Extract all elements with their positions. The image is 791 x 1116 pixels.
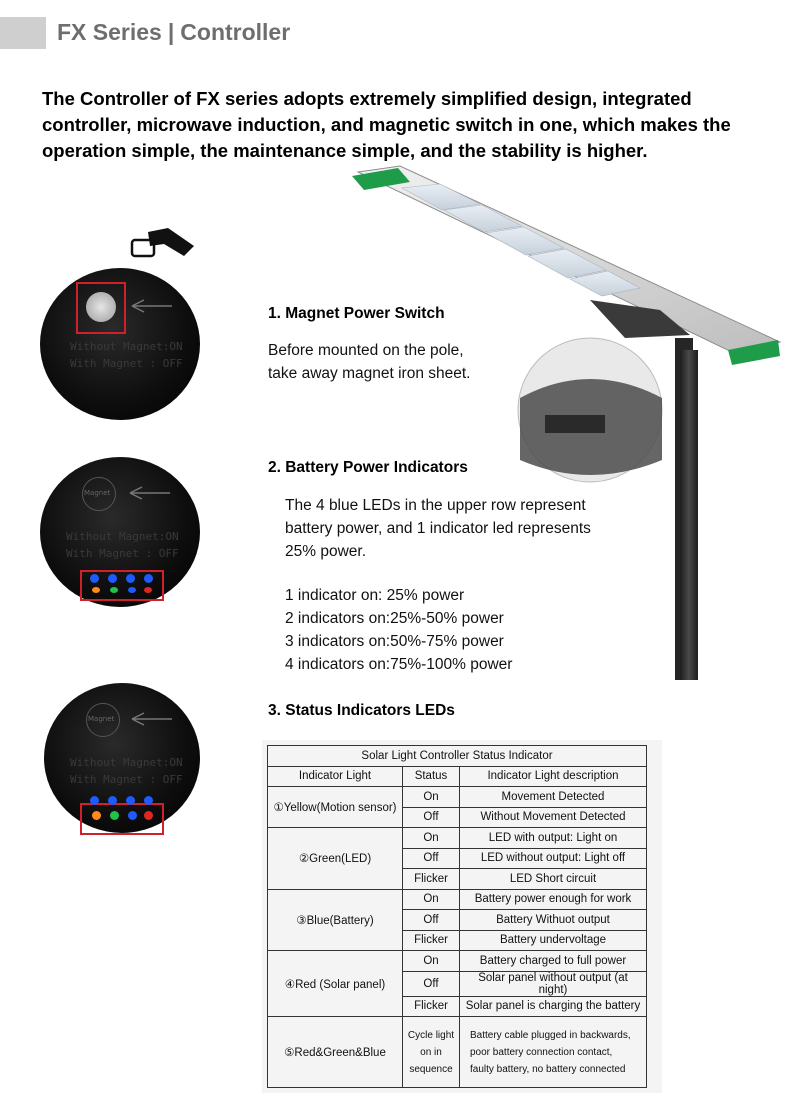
page-title: [57, 19, 290, 46]
status-cell: Flicker: [403, 996, 460, 1017]
description-line: faulty battery, no battery connected: [470, 1063, 626, 1075]
text-line: 25% power.: [285, 543, 366, 560]
battery-level-item: 3 indicators on:50%-75% power: [285, 633, 504, 650]
indicator-name-cell: ④Red (Solar panel): [268, 951, 403, 1017]
magnet-emblem: [82, 477, 116, 511]
status-cell: On: [403, 828, 460, 849]
status-table-frame: [262, 740, 662, 1093]
description-cell: Without Movement Detected: [460, 807, 647, 828]
description-cell: Solar panel is charging the battery: [460, 996, 647, 1017]
disc-label-without-magnet: Without Magnet:ON: [70, 756, 183, 769]
arrow-left-icon: [128, 485, 172, 501]
magnet-emblem: [86, 703, 120, 737]
led-blue-lower: [128, 811, 137, 820]
status-cell: On: [403, 951, 460, 972]
table-row: [268, 889, 647, 910]
description-cell: Battery undervoltage: [460, 930, 647, 951]
status-cell: Off: [403, 971, 460, 996]
status-line: sequence: [409, 1063, 453, 1075]
description-cell: LED without output: Light off: [460, 848, 647, 869]
description-cell: Movement Detected: [460, 787, 647, 808]
indicator-name-cell: ⑤Red&Green&Blue: [268, 1017, 403, 1088]
text-line: take away magnet iron sheet.: [268, 365, 471, 382]
magnet-emblem-text: Magnet: [84, 489, 111, 497]
description-line: poor battery connection contact,: [470, 1046, 613, 1058]
table-title: Solar Light Controller Status Indicator: [268, 746, 647, 767]
magnet-switch: [86, 292, 116, 322]
led-red: [144, 811, 153, 820]
disc-label-without-magnet: Without Magnet:ON: [70, 340, 183, 353]
table-header-row: [268, 766, 647, 787]
led-blue-2: [108, 796, 117, 805]
section-title-magnet-switch: 1. Magnet Power Switch: [268, 305, 445, 322]
status-cell: Flicker: [403, 930, 460, 951]
magnet-key-icon: [128, 222, 200, 266]
led-red: [144, 587, 152, 593]
led-blue-1: [90, 574, 99, 583]
description-cell: Battery power enough for work: [460, 889, 647, 910]
indicator-name-cell: ①Yellow(Motion sensor): [268, 787, 403, 828]
led-yellow: [92, 811, 101, 820]
section-title-status-leds: 3. Status Indicators LEDs: [268, 702, 455, 719]
indicator-name-cell: ②Green(LED): [268, 828, 403, 890]
status-cell: Off: [403, 807, 460, 828]
controller-disc-2: [40, 457, 200, 607]
table-row: [268, 951, 647, 972]
battery-level-item: 1 indicator on: 25% power: [285, 587, 465, 604]
description-line: Battery cable plugged in backwards,: [470, 1029, 631, 1041]
led-blue-4: [144, 574, 153, 583]
header-series: FX Series: [57, 19, 162, 45]
controller-disc-1: [40, 268, 200, 420]
text-line: battery power, and 1 indicator led represents: [285, 520, 591, 537]
indicator-name-cell: ③Blue(Battery): [268, 889, 403, 951]
status-cell: On: [403, 787, 460, 808]
street-light-pole: [680, 350, 698, 680]
led-blue-2: [108, 574, 117, 583]
header-cell: Indicator Light: [268, 766, 403, 787]
header-section: Controller: [180, 19, 291, 45]
description-cell: Solar panel without output (at night): [460, 971, 647, 996]
led-blue-3: [126, 796, 135, 805]
led-blue-1: [90, 796, 99, 805]
led-yellow: [92, 587, 100, 593]
disc-label-with-magnet: With Magnet : OFF: [70, 357, 183, 370]
status-line: on in: [420, 1046, 442, 1058]
table-row: [268, 787, 647, 808]
led-blue-lower: [128, 587, 136, 593]
status-cell: Off: [403, 910, 460, 931]
table-title-row: [268, 746, 647, 767]
led-highlight-box: [80, 803, 164, 835]
text-line: The 4 blue LEDs in the upper row represent: [285, 497, 586, 514]
section-text-battery-indicators: [285, 494, 665, 563]
table-row: [268, 1017, 647, 1088]
battery-level-item: 4 indicators on:75%-100% power: [285, 656, 513, 673]
disc-label-without-magnet: Without Magnet:ON: [66, 530, 179, 543]
status-line: Cycle light: [407, 1029, 455, 1041]
section-text-magnet-switch: [268, 339, 508, 385]
magnet-emblem-text: Magnet: [88, 715, 115, 723]
led-blue-3: [126, 574, 135, 583]
header-separator: |: [167, 19, 175, 45]
description-cell: Battery charged to full power: [460, 951, 647, 972]
header-accent-bar: [0, 17, 46, 49]
led-green: [110, 587, 118, 593]
text-line: Before mounted on the pole,: [268, 342, 464, 359]
disc-label-with-magnet: With Magnet : OFF: [66, 547, 179, 560]
status-indicator-table: [267, 745, 647, 1088]
description-cell: Battery Withuot output: [460, 910, 647, 931]
table-row: [268, 828, 647, 849]
description-cell: [460, 1017, 647, 1088]
description-cell: LED Short circuit: [460, 869, 647, 890]
intro-paragraph: The Controller of FX series adopts extremely simplified design, integrated controller, microwave induction, and magnetic switch in one, which makes the operation simple, the maintenance simple, and the stability is higher.: [42, 88, 731, 161]
header-cell: Indicator Light description: [460, 766, 647, 787]
description-cell: LED with output: Light on: [460, 828, 647, 849]
status-cell: [403, 1017, 460, 1088]
controller-disc-3: [44, 683, 200, 833]
arrow-left-icon: [130, 711, 174, 727]
arrow-left-icon: [130, 298, 174, 314]
led-blue-4: [144, 796, 153, 805]
status-cell: On: [403, 889, 460, 910]
battery-level-item: 2 indicators on:25%-50% power: [285, 610, 504, 627]
status-cell: Off: [403, 848, 460, 869]
led-green: [110, 811, 119, 820]
header-cell: Status: [403, 766, 460, 787]
status-cell: Flicker: [403, 869, 460, 890]
disc-label-with-magnet: With Magnet : OFF: [70, 773, 183, 786]
battery-level-list: [285, 584, 665, 676]
section-title-battery-indicators: 2. Battery Power Indicators: [268, 459, 468, 476]
